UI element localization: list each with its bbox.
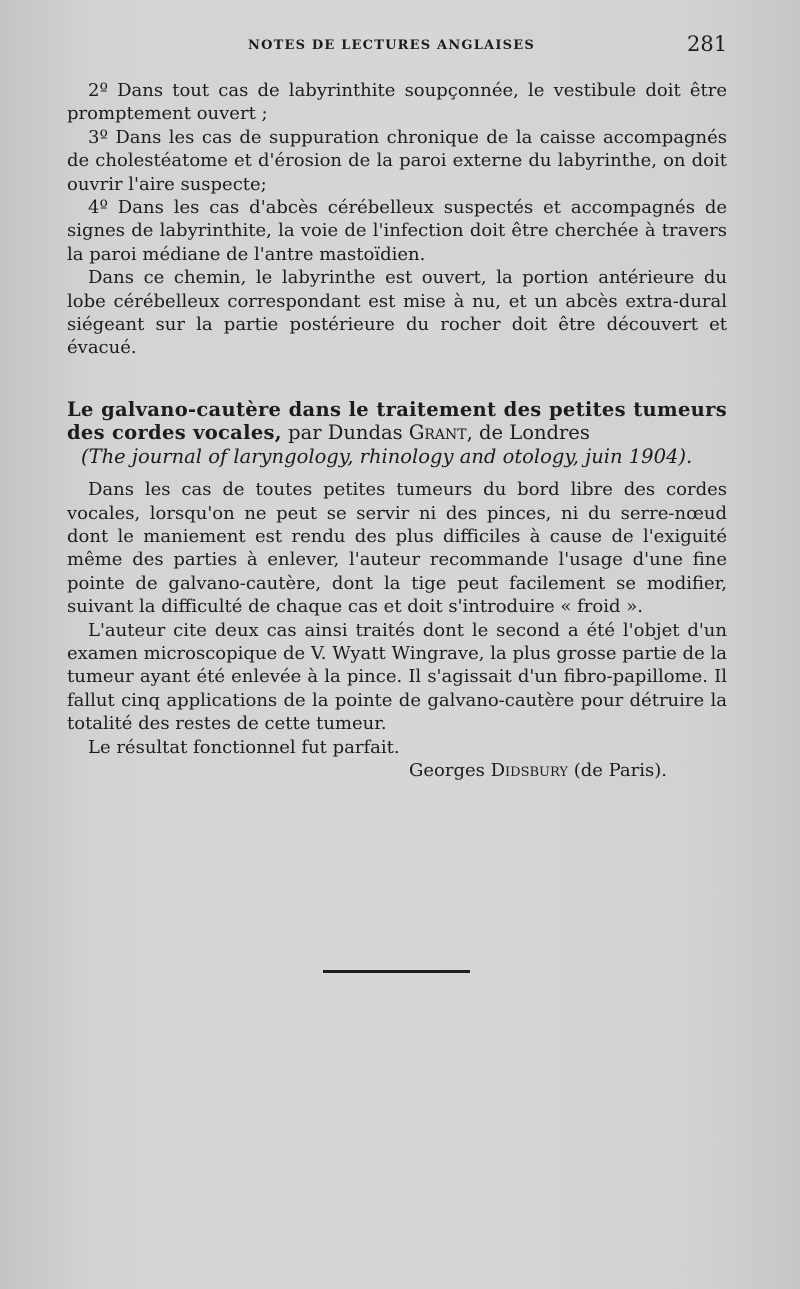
article-signature <box>67 759 727 782</box>
page-number: 281 <box>687 32 728 56</box>
article-title <box>67 398 727 468</box>
article-paragraph-2: L'auteur cite deux cas ainsi traités dont le second a été l'objet d'un examen microscopique de V. Wyatt Wingrave, la plus grosse partie de la tumeur ayant été enlevée à la pince. Il s'agissait d'un fibro-papillome. Il fallut cinq applications de la pointe de galvano-cautère pour détruire la totalité des restes de cette tumeur. <box>67 619 727 735</box>
section-end-rule <box>323 970 470 973</box>
page-header <box>0 34 800 60</box>
article-source-line <box>67 445 727 468</box>
section-gap <box>67 360 727 398</box>
article-byline-prefix: par Dundas <box>281 421 409 445</box>
article-paragraph-1: Dans les cas de toutes petites tumeurs du bord libre des cordes vocales, lorsqu'on ne peut se servir ni des pinces, ni du serre-nœud dont le maniement est rendu des plus difficiles à cause de l'exiguité même des parties à enlever, l'auteur recommande l'usage d'une fine pointe de galvano-cautère, dont la tige peut facilement se modifier, suivant la difficulté de chaque cas et doit s'introduire « froid ». <box>67 479 727 618</box>
article-author-place: , de Londres <box>466 421 590 445</box>
signature-first-name: Georges <box>408 759 491 781</box>
article-source: (The journal of laryngology, rhinology and otology, juin 1904). <box>81 444 693 468</box>
running-head: NOTES DE LECTURES ANGLAISES <box>248 38 535 53</box>
paragraph-conclusion: Dans ce chemin, le labyrinthe est ouvert, la portion antérieure du lobe cérébelleux correspondant est mise à nu, et un abcès extra-dural siégeant sur la partie postérieure du rocher doit être découvert et évacué. <box>67 267 727 359</box>
article-title-text: Le galvano-cautère dans le traitement des petites tumeurs des cordes vocales, <box>67 397 727 445</box>
paragraph-item-4: 4º Dans les cas d'abcès cérébelleux suspectés et accompagnés de signes de labyrinthite, la voie de l'infection doit être cherchée à travers la paroi médiane de l'antre mastoïdien. <box>67 197 727 265</box>
signature-place: (de Paris). <box>567 759 667 781</box>
paragraph-item-2: 2º Dans tout cas de labyrinthite soupçonnée, le vestibule doit être promptement ouvert ; <box>67 80 727 125</box>
article-author: Grant <box>408 421 467 445</box>
page-body <box>67 79 727 782</box>
signature-last-name: Didsbury <box>490 759 568 781</box>
paragraph-item-3: 3º Dans les cas de suppuration chronique de la caisse accompagnés de cholestéatome et d'érosion de la paroi externe du labyrinthe, on doit ouvrir l'aire suspecte; <box>67 126 727 195</box>
article-paragraph-3: Le résultat fonctionnel fut parfait. <box>88 736 400 758</box>
